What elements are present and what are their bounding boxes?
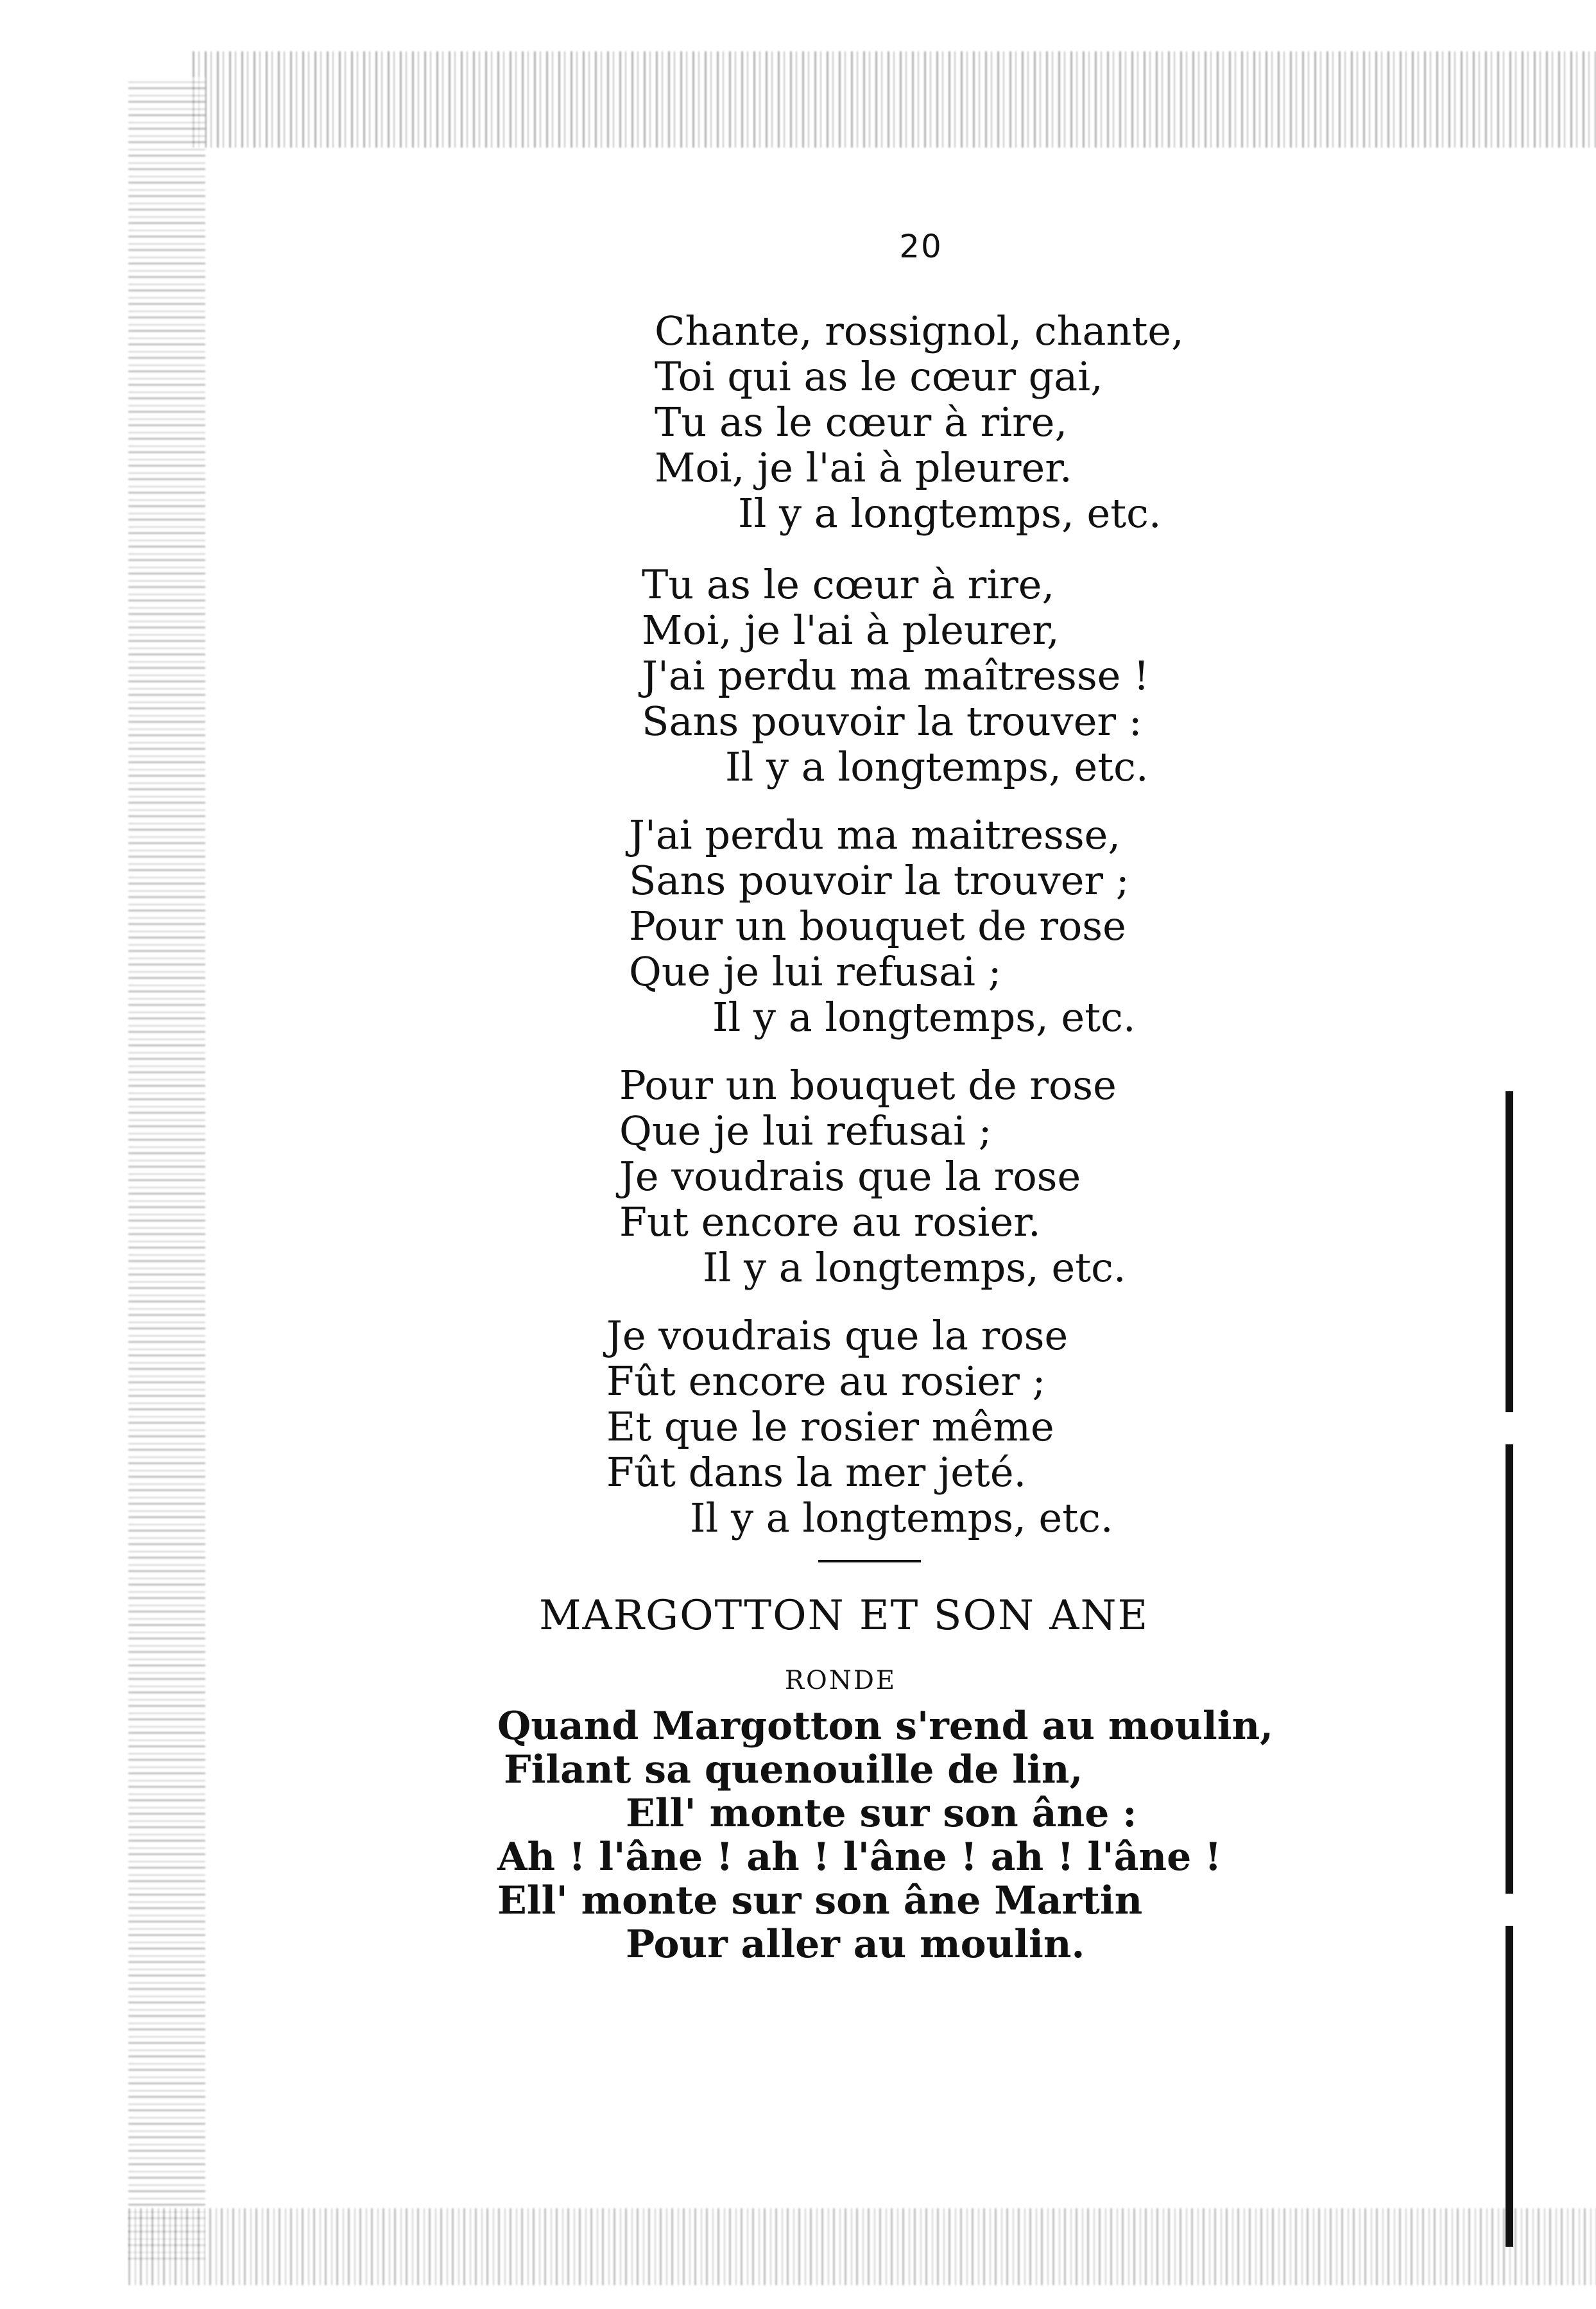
- refrain-line: Il y a longtemps, etc.: [690, 1494, 1113, 1541]
- verse-line: Pour aller au moulin.: [626, 1922, 1085, 1967]
- verse-line: Sans pouvoir la trouver :: [642, 698, 1142, 745]
- verse-line: Tu as le cœur à rire,: [642, 561, 1055, 608]
- stanza-3: [629, 812, 1136, 1040]
- verse-line: J'ai perdu ma maitresse,: [629, 811, 1121, 858]
- scan-edge-right: [1489, 514, 1527, 2247]
- verse-line: Sans pouvoir la trouver ;: [629, 857, 1129, 904]
- verse-line: Tu as le cœur à rire,: [655, 399, 1068, 445]
- verse-line: J'ai perdu ma maîtresse !: [642, 652, 1149, 699]
- refrain-line: Il y a longtemps, etc.: [725, 743, 1149, 790]
- refrain-line: Il y a longtemps, etc.: [703, 1244, 1126, 1291]
- verse-line: Ah ! l'âne ! ah ! l'âne ! ah ! l'âne !: [497, 1835, 1222, 1880]
- stanza-4: [619, 1062, 1126, 1290]
- verse-line: Ell' monte sur son âne :: [626, 1791, 1137, 1836]
- verse-line: Fût encore au rosier ;: [606, 1358, 1046, 1405]
- verse-line: Quand Margotton s'rend au moulin,: [497, 1704, 1274, 1749]
- song-subtitle: RONDE: [784, 1666, 897, 1695]
- scan-edge-top: [193, 51, 1596, 148]
- verse-line: Je voudrais que la rose: [606, 1312, 1068, 1359]
- verse-line: Filant sa quenouille de lin,: [504, 1747, 1083, 1792]
- stanza-1: [655, 308, 1184, 536]
- verse-line: Que je lui refusai ;: [619, 1107, 992, 1154]
- section-divider: [818, 1560, 921, 1562]
- verse-line: Fût dans la mer jeté.: [606, 1449, 1027, 1496]
- verse-line: Pour un bouquet de rose: [619, 1062, 1117, 1109]
- scan-edge-bottom: [128, 2208, 1596, 2285]
- scan-edge-left: [128, 77, 205, 2260]
- refrain-line: Il y a longtemps, etc.: [712, 994, 1136, 1041]
- verse-line: Fut encore au rosier.: [619, 1198, 1041, 1245]
- refrain-line: Il y a longtemps, etc.: [738, 490, 1162, 537]
- song-title: MARGOTTON ET SON ANE: [539, 1592, 1149, 1639]
- verse-line: Pour un bouquet de rose: [629, 903, 1126, 949]
- verse-line: Et que le rosier même: [606, 1403, 1054, 1450]
- stanza-5: [606, 1313, 1113, 1541]
- verse-line: Que je lui refusai ;: [629, 948, 1002, 995]
- verse-line: Chante, rossignol, chante,: [655, 307, 1184, 354]
- verse-line: Ell' monte sur son âne Martin: [497, 1878, 1143, 1923]
- song-verse: [497, 1704, 1273, 1966]
- verse-line: Toi qui as le cœur gai,: [655, 353, 1103, 400]
- verse-line: Moi, je l'ai à pleurer,: [642, 607, 1060, 653]
- verse-line: Je voudrais que la rose: [619, 1153, 1081, 1200]
- verse-line: Moi, je l'ai à pleurer.: [655, 444, 1072, 491]
- stanza-2: [642, 562, 1149, 790]
- page-number: 20: [899, 228, 943, 265]
